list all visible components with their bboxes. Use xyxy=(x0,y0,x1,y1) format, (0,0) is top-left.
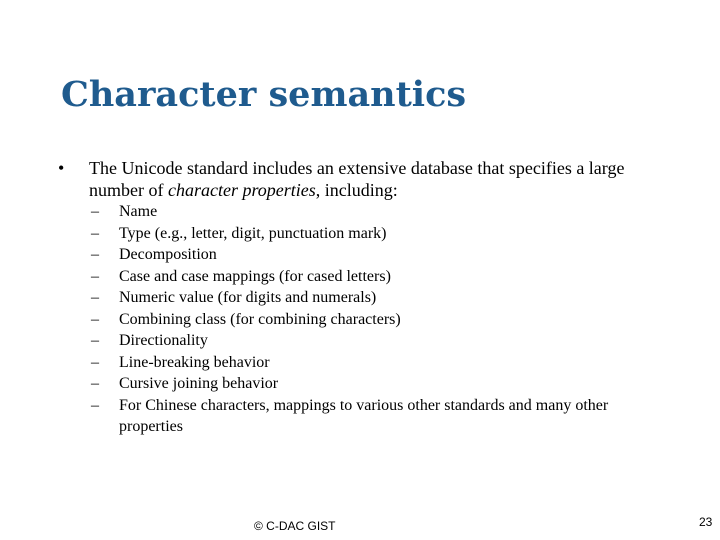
main-bullet-outro: , including: xyxy=(315,180,398,200)
page-number: 23 xyxy=(699,515,713,529)
list-item xyxy=(91,309,651,331)
list-item-text: Line-breaking behavior xyxy=(119,353,270,371)
list-item-text: Case and case mappings (for cased letters) xyxy=(119,267,391,285)
list-item-text: Numeric value (for digits and numerals) xyxy=(119,289,377,306)
list-item-text: Name xyxy=(119,203,158,220)
list-item-text: For Chinese characters, mappings to various other standards and many other properties xyxy=(119,396,609,435)
main-bullet-emphasis: character properties xyxy=(167,180,316,200)
main-bullet-text xyxy=(89,157,679,201)
footer-copyright: © C-DAC GIST xyxy=(254,519,336,533)
list-item xyxy=(91,373,651,395)
list-item xyxy=(91,223,651,245)
list-item-text: Cursive joining behavior xyxy=(119,375,279,392)
dash-marker: – xyxy=(91,267,99,285)
list-item-text: Combining class (for combining characters) xyxy=(119,310,401,328)
dash-marker: – xyxy=(91,224,99,242)
dash-marker: – xyxy=(91,310,99,328)
dash-marker: – xyxy=(91,396,99,414)
bullet-marker: • xyxy=(58,158,65,178)
list-item-text: Directionality xyxy=(119,332,208,349)
list-item xyxy=(91,201,651,223)
dash-marker: – xyxy=(91,332,99,349)
dash-marker: – xyxy=(91,203,99,220)
main-bullet-intro: The Unicode standard includes an extensive database that specifies a large number of xyxy=(89,158,625,200)
slide-title: Character semantics xyxy=(61,74,467,115)
list-item-text: Type (e.g., letter, digit, punctuation mark) xyxy=(119,224,387,242)
list-item-text: Decomposition xyxy=(119,246,217,263)
property-list xyxy=(91,201,651,438)
dash-marker: – xyxy=(91,353,99,371)
list-item xyxy=(91,352,651,374)
list-item xyxy=(91,330,651,352)
list-item xyxy=(91,287,651,309)
dash-marker: – xyxy=(91,246,99,263)
list-item xyxy=(91,244,651,266)
dash-marker: – xyxy=(91,375,99,392)
list-item xyxy=(91,266,651,288)
list-item xyxy=(91,395,651,438)
dash-marker: – xyxy=(91,289,99,306)
